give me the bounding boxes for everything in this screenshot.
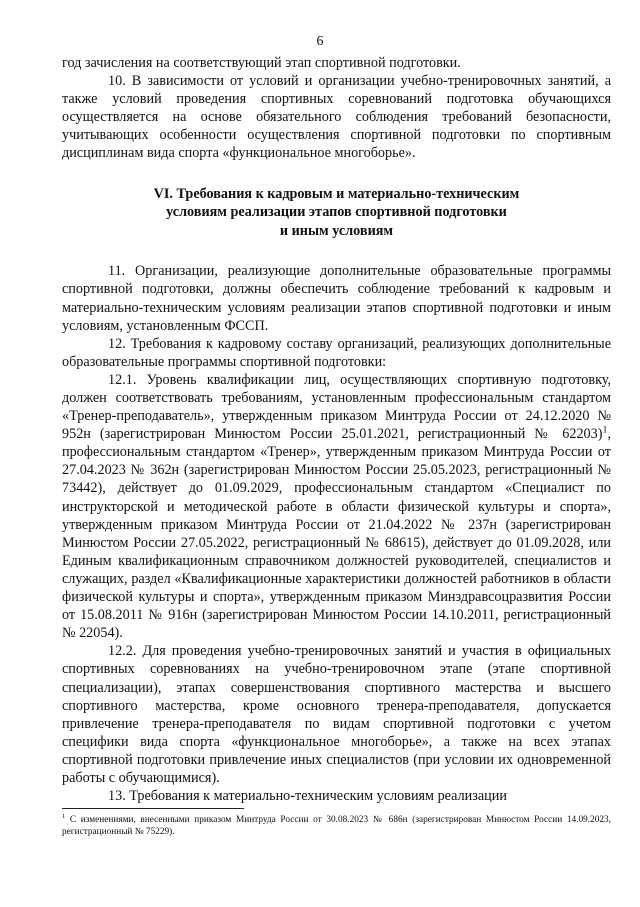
paragraph-13: 13. Требования к материально-техническим условиям реализации <box>108 788 507 805</box>
document-body <box>62 54 611 805</box>
section-heading-line-3: и иным условиям <box>279 222 394 239</box>
footnote-reference: 1 <box>602 424 608 436</box>
page-number: 6 <box>316 34 324 49</box>
paragraph-continuation: год зачисления на соответствующий этап спортивной подготовки. <box>62 55 461 71</box>
section-heading <box>62 185 611 241</box>
footnote <box>62 814 611 838</box>
footnote-marker: 1 <box>62 812 66 820</box>
paragraph-12-1-part-1: 12.1. Уровень квалификации лиц, осуществляющих спортивную подготовку, должен соответствовать требованиям, установленным профессиональным стандартом «Тренер-преподаватель», утвержденным приказом Минтруда России от 24.12.2020 № 952н (зарегистрирован Минюстом России 25.01.2021, регистрационный № 62203) <box>62 371 611 443</box>
paragraph-12-2: 12.2. Для проведения учебно-тренировочных занятий и участия в официальных спортивных соревнованиях на учебно-тренировочном этапе (этапе спортивной специализации), этапах совершенствования спортивного мастерства и высшего спортивного мастерства, кроме основного тренера-преподавателя, допускается привлечение тренера-преподавателя по видам спортивной подготовки с учетом специфики вида спорта «функциональное многоборье», а также на всех этапах спортивной подготовки привлечение иных специалистов (при условии их одновременной работы с обучающимися). <box>62 643 611 786</box>
footnote-area <box>62 808 611 838</box>
paragraph-11: 11. Организации, реализующие дополнительные образовательные программы спортивной подготовки, должны обеспечить соблюдение требований к кадровым и материально-техническим условиям реализации этапов спортивной подготовки и иным условиям, установленным ФССП. <box>62 263 611 334</box>
footnote-divider <box>62 808 244 809</box>
paragraph-10: 10. В зависимости от условий и организации учебно-тренировочных занятий, а также условий проведения спортивных соревнований подготовка обучающихся осуществляется на основе обязательного соблюдения требований безопасности, учитывающих особенности осуществления спортивной подготовки по спортивным дисциплинам вида спорта «функциональное многоборье». <box>62 73 611 162</box>
section-heading-line-1: VI. Требования к кадровым и материально-техническим <box>153 185 520 202</box>
paragraph-12: 12. Требования к кадровому составу организаций, реализующих дополнительные образовательные программы спортивной подготовки: <box>62 335 611 370</box>
paragraph-12-1 <box>62 371 611 642</box>
footnote-text: С изменениями, внесенными приказом Минтруда России от 30.08.2023 № 686н (зарегистрирован Минюстом России 14.09.2023, регистрационный № 75229). <box>62 815 611 837</box>
paragraph-12-1-part-2: , профессиональным стандартом «Тренер», утвержденным приказом Минтруда России от 27.04.2023 № 362н (зарегистрирован Минюстом России 25.05.2023, регистрационный № 73442), действует до 01.09.2029, профессиональным стандартом «Специалист по инструкторской и методической работе в области физической культуры и спорта», утвержденным приказом Минтруда России от 21.04.2022 № 237н (зарегистрирован Минюстом России 27.05.2022, регистрационный № 68615), действует до 01.09.2028, или Единым квалификационным справочником должностей руководителей, специалистов и служащих, раздел «Квалификационные характеристики должностей работников в области физической культуры и спорта», утвержденным приказом Минздравсоцразвития России от 15.08.2011 № 916н (зарегистрирован Минюстом России 14.10.2011, регистрационный № 22054). <box>62 426 611 642</box>
section-heading-line-2: условиям реализации этапов спортивной подготовки <box>166 204 507 221</box>
